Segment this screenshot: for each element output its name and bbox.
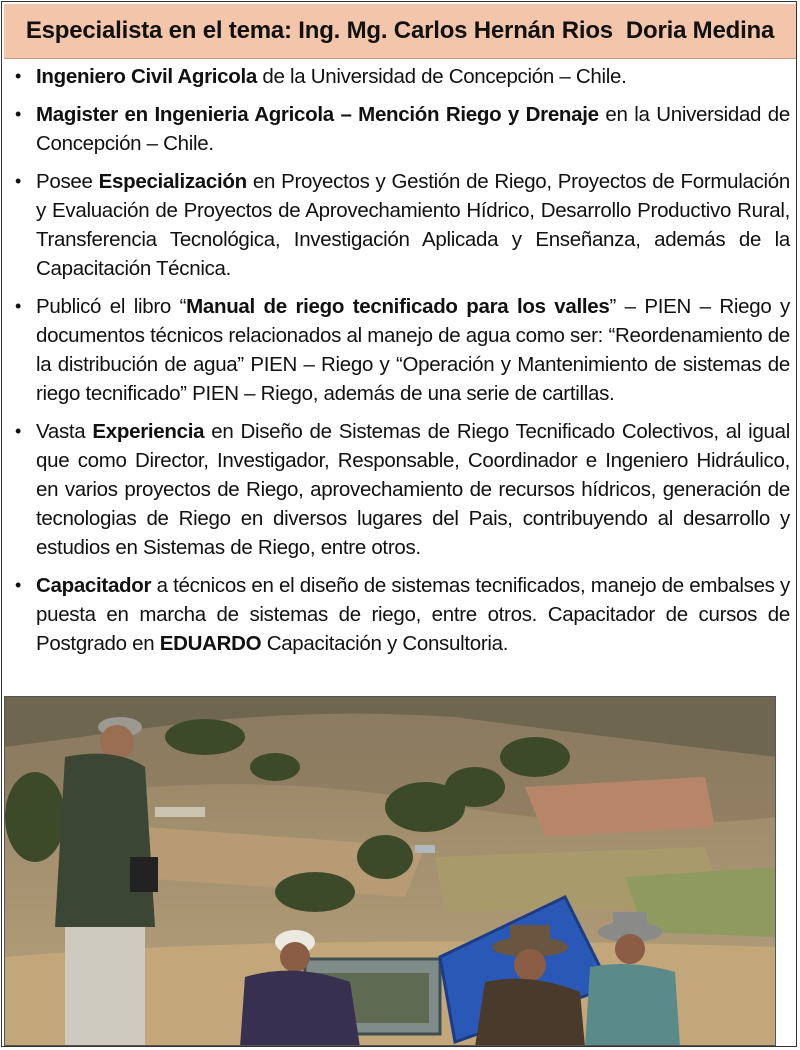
bio-item-bold: Ingeniero Civil Agricola: [36, 65, 258, 88]
bio-item-text: a técnicos en el diseño de sistemas tecnificados, manejo de embalses y puesta en marcha de sistemas de riego, entre otros. Capacitador de cursos de Postgrado en: [36, 574, 790, 655]
bio-content: [14, 62, 790, 667]
bio-item-text-2: Capacitación y Consultoria.: [261, 632, 509, 655]
bio-item-text: en Proyectos y Gestión de Riego, Proyectos de Formulación y Evaluación de Proyectos de Aprovechamiento Hídrico, Desarrollo Productivo Rural, Transferencia Tecnológica, Investigación Aplicada y Enseñanza, además de la Capacitación Técnica.: [36, 170, 790, 280]
bio-item-masters: [14, 100, 790, 158]
building: [155, 807, 205, 817]
bio-item-education: [14, 62, 790, 91]
bio-item-specialization: [14, 167, 790, 283]
bullet-icon: •: [15, 104, 22, 124]
bio-item-publications: [14, 292, 790, 408]
bullet-icon: •: [15, 575, 22, 595]
bullet-icon: •: [15, 66, 22, 86]
header-banner: [4, 4, 796, 59]
field-photo: [4, 696, 776, 1046]
page-title: Especialista en el tema: Ing. Mg. Carlos Hernán Rios Doria Medina: [25, 17, 775, 44]
bio-item-text: en Diseño de Sistemas de Riego Tecnificado Colectivos, al igual que como Director, Investigador, Responsable, Coordinador e Ingeniero Hidráulico, en varios proyectos de Riego, aprovechamiento de recursos hídricos, generación de tecnologias de Riego en diversos lugares del Pais, contribuyendo al desarrollo y estudios en Sistemas de Riego, entre otros.: [36, 420, 790, 559]
bio-item-experience: [14, 417, 790, 562]
bio-item-bold: Especialización: [98, 170, 247, 193]
field-photo-illustration: [5, 697, 776, 1046]
bio-item-bold-2: EDUARDO: [159, 632, 262, 655]
bullet-icon: •: [15, 171, 22, 191]
bio-item-bold: Magister en Ingenieria Agricola – Mención Riego y Drenaje: [36, 103, 599, 126]
bio-item-text: de la Universidad de Concepción – Chile.: [257, 65, 627, 88]
bio-item-training: [14, 571, 790, 658]
bullet-icon: •: [15, 421, 22, 441]
building: [415, 845, 435, 853]
bio-item-text: ” – PIEN – Riego y documentos técnicos relacionados al manejo de agua como ser: “Reordenamiento de la distribución de agua” PIEN – Riego y “Operación y Mantenimiento de sistemas de riego tecnificado” PIEN – Riego, además de una serie de cartillas.: [36, 295, 790, 405]
bio-item-text-lead: Posee: [36, 170, 99, 193]
bio-item-bold: Capacitador: [36, 574, 152, 597]
bio-item-bold: Experiencia: [92, 420, 205, 443]
bio-item-text-lead: Vasta: [36, 420, 93, 443]
person-standing: [55, 717, 158, 1046]
bio-item-text: en la Universidad de Concepción – Chile.: [36, 103, 790, 155]
bio-item-text-lead: Publicó el libro “: [36, 295, 187, 318]
field-plot: [525, 777, 715, 837]
bio-list: [14, 62, 790, 658]
bullet-icon: •: [15, 296, 22, 316]
bio-item-bold: Manual de riego tecnificado para los valles: [186, 295, 610, 318]
